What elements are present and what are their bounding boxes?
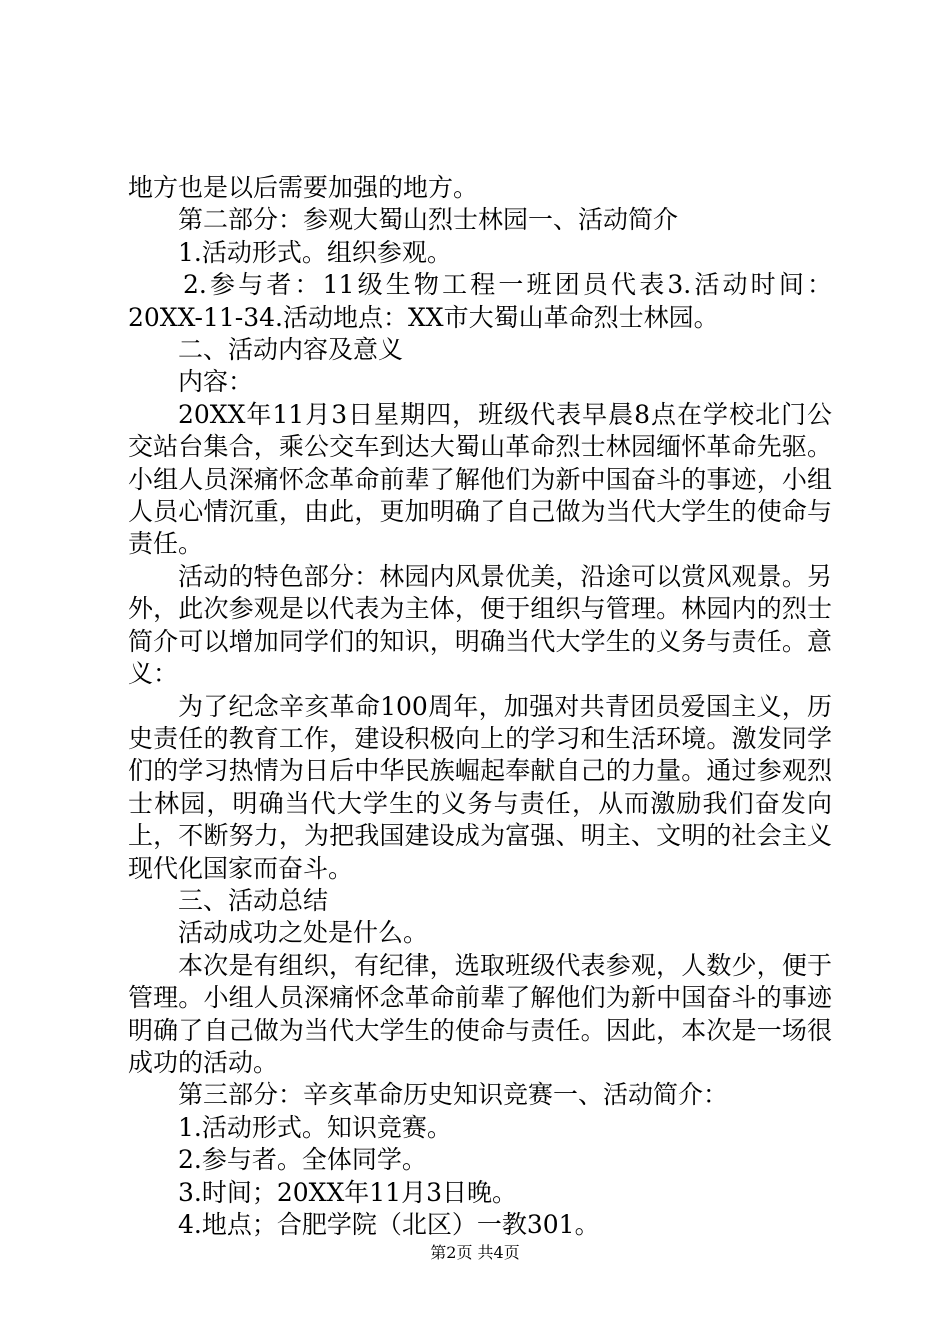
paragraph: 地方也是以后需要加强的地方。: [128, 173, 479, 202]
section-heading: 第三部分：辛亥革命历史知识竞赛一、活动简介：: [178, 1080, 729, 1110]
paragraph: 本次是有组织，有纪律，选取班级代表参观，人数少，便于管理。小组人员深痛怀念革命前辈了解他们为新中国奋斗的事迹明确了自己做为当代大学生的使命与责任。因此，本次是一场很成功的活动。: [128, 950, 832, 1077]
list-item: 1.活动形式。组织参观。: [178, 237, 452, 267]
paragraph: 活动成功之处是什么。: [178, 918, 429, 948]
paragraph: 为了纪念辛亥革命100周年，加强对共青团员爱国主义，历史责任的教育工作，建设积极向上的学习和生活环境。激发同学们的学习热情为日后中华民族崛起奉献自己的力量。通过参观烈士林园，明确当代大学生的义务与责任，从而激励我们奋发向上，不断努力，为把我国建设成为富强、明主、文明的社会主义现代化国家而奋斗。: [128, 691, 832, 883]
list-item: 3.时间；20XX年11月3日晚。: [178, 1177, 517, 1207]
page-number-footer: 第2页 共4页: [430, 1243, 520, 1262]
list-item: 2.参与者：11级生物工程一班团员代表3.活动时间：20XX-11-34.活动地点：XX市大蜀山革命烈士林园。: [128, 270, 832, 332]
section-heading: 三、活动总结: [178, 885, 329, 915]
subheading: 内容：: [178, 367, 254, 397]
document-body: [128, 172, 832, 1241]
section-heading: 第二部分：参观大蜀山烈士林园一、活动简介: [178, 205, 679, 235]
paragraph: 活动的特色部分：林园内风景优美，沿途可以赏风观景。另外，此次参观是以代表为主体，便于组织与管理。林园内的烈士简介可以增加同学们的知识，明确当代大学生的义务与责任。意义：: [128, 561, 832, 689]
section-heading: 二、活动内容及意义: [178, 335, 404, 365]
paragraph: 20XX年11月3日星期四，班级代表早晨8点在学校北门公交站台集合，乘公交车到达大蜀山革命烈士林园缅怀革命先驱。小组人员深痛怀念革命前辈了解他们为新中国奋斗的事迹，小组人员心情沉重，由此，更加明确了自己做为当代大学生的使命与责任。: [128, 399, 832, 559]
list-item: 4.地点；合肥学院（北区）一教301。: [178, 1210, 600, 1239]
list-item: 1.活动形式。知识竞赛。: [178, 1112, 452, 1142]
list-item: 2.参与者。全体同学。: [178, 1145, 427, 1175]
